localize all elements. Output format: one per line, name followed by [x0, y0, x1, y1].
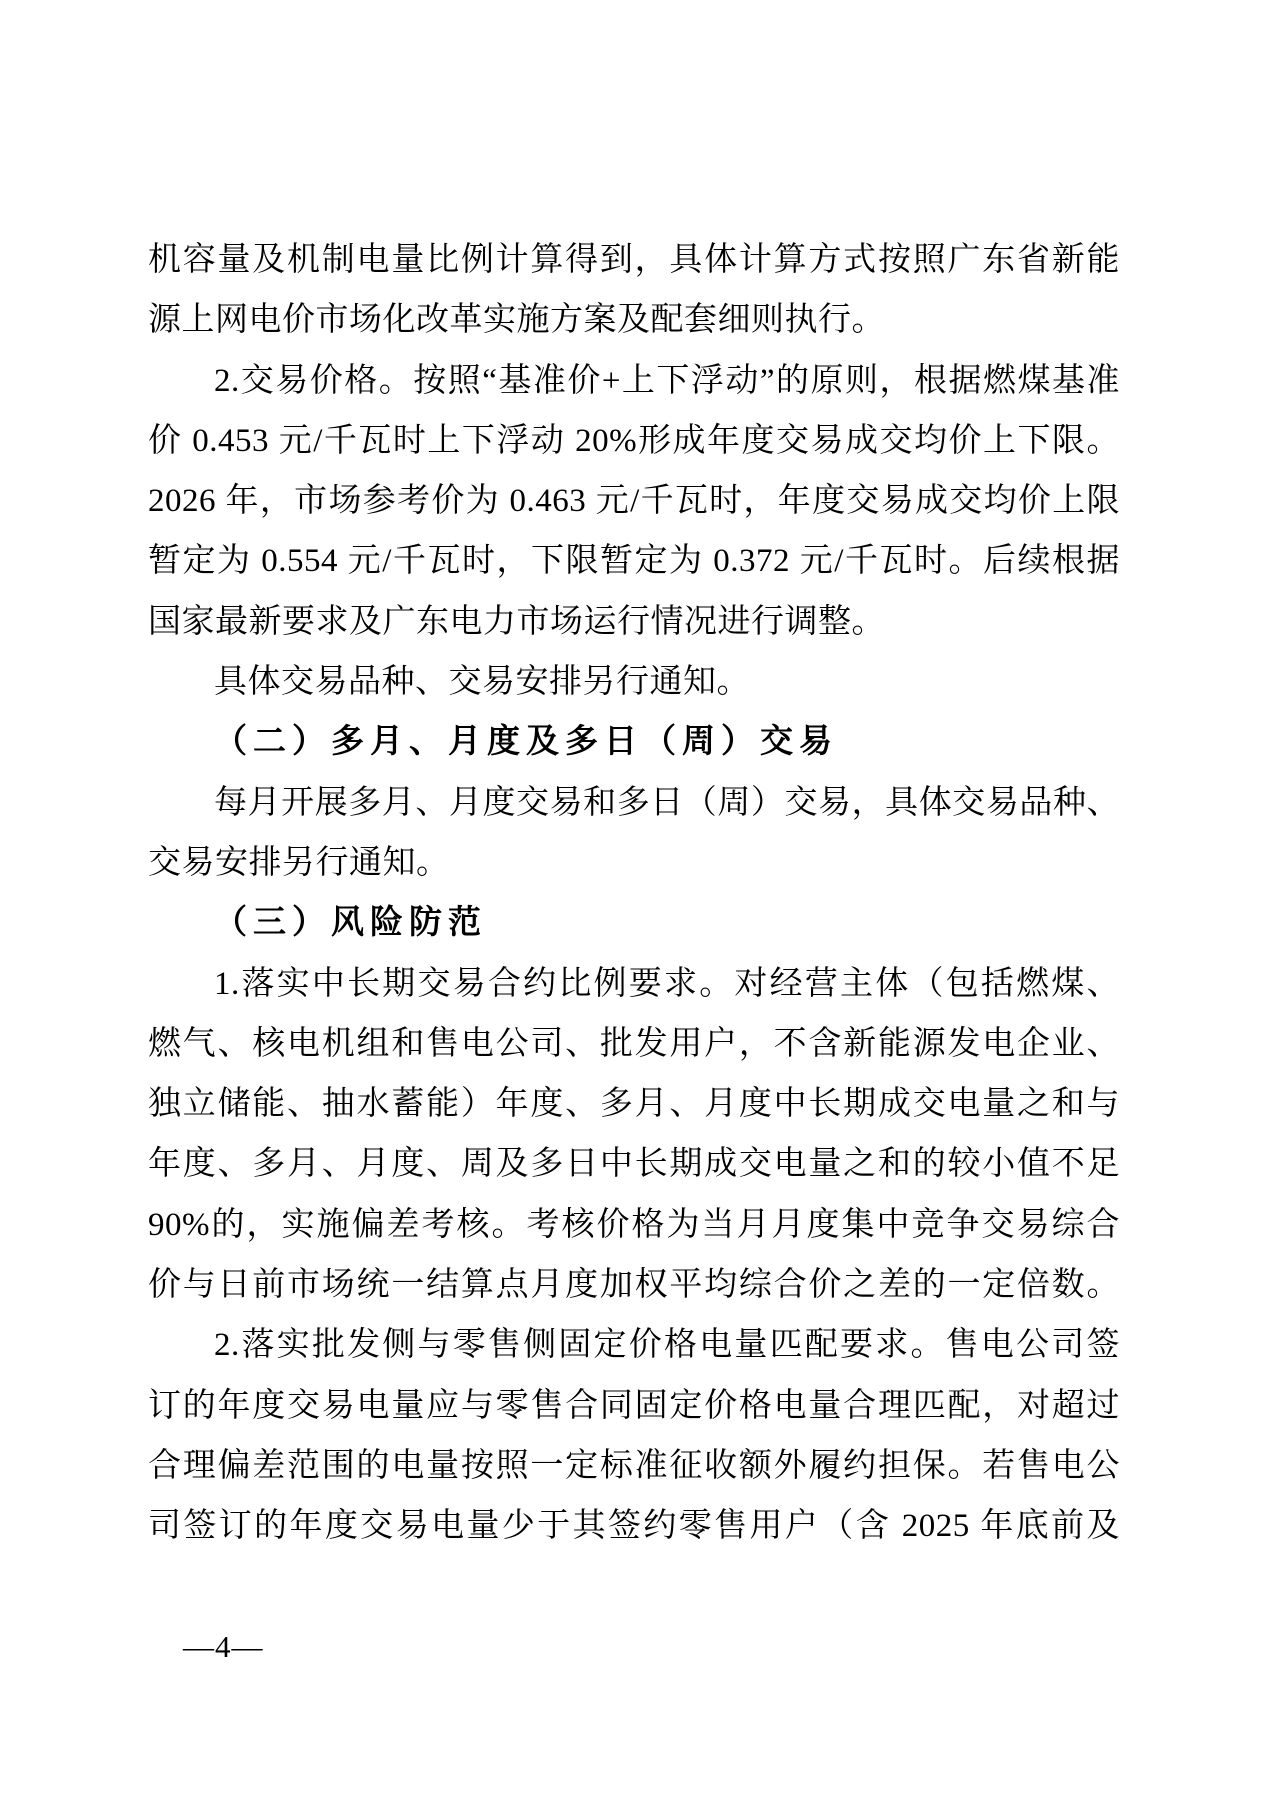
- text-line: 年度、多月、月度、周及多日中长期成交电量之和的较小值不足: [148, 1146, 1120, 1183]
- page-number: —4—: [183, 1629, 264, 1664]
- text-line: 燃气、核电机组和售电公司、批发用户，不含新能源发电企业、: [148, 1025, 1120, 1062]
- text-line: 具体交易品种、交易安排另行通知。: [214, 664, 750, 701]
- text-line: 司签订的年度交易电量少于其签约零售用户（含 2025 年底前及: [148, 1508, 1120, 1545]
- text-line: 价 0.453 元/千瓦时上下浮动 20%形成年度交易成交均价上下限。: [148, 422, 1120, 459]
- text-line: 源上网电价市场化改革实施方案及配套细则执行。: [148, 302, 885, 339]
- text-line: 2026 年，市场参考价为 0.463 元/千瓦时，年度交易成交均价上限: [148, 483, 1120, 520]
- text-line: 1.落实中长期交易合约比例要求。对经营主体（包括燃煤、: [214, 965, 1120, 1002]
- text-line: 2.交易价格。按照“基准价+上下浮动”的原则，根据燃煤基准: [214, 362, 1120, 399]
- text-line: 独立储能、抽水蓄能）年度、多月、月度中长期成交电量之和与: [148, 1086, 1120, 1123]
- section-heading: （二）多月、月度及多日（周）交易: [214, 724, 838, 761]
- text-line: 暂定为 0.554 元/千瓦时，下限暂定为 0.372 元/千瓦时。后续根据: [148, 543, 1120, 580]
- text-line: 国家最新要求及广东电力市场运行情况进行调整。: [148, 603, 885, 640]
- text-line: 每月开展多月、月度交易和多日（周）交易，具体交易品种、: [214, 784, 1120, 821]
- section-heading: （三）风险防范: [214, 905, 487, 942]
- text-line: 90%的，实施偏差考核。考核价格为当月月度集中竞争交易综合: [148, 1206, 1120, 1243]
- text-line: 机容量及机制电量比例计算得到，具体计算方式按照广东省新能: [148, 242, 1120, 278]
- text-line: 价与日前市场统一结算点月度加权平均综合价之差的一定倍数。: [148, 1267, 1120, 1304]
- text-line: 订的年度交易电量应与零售合同固定价格电量合理匹配，对超过: [148, 1387, 1120, 1424]
- document-body: [148, 230, 1120, 1557]
- text-line: 合理偏差范围的电量按照一定标准征收额外履约担保。若售电公: [148, 1447, 1120, 1484]
- text-line: 2.落实批发侧与零售侧固定价格电量匹配要求。售电公司签: [214, 1327, 1120, 1364]
- text-line: 交易安排另行通知。: [148, 844, 450, 881]
